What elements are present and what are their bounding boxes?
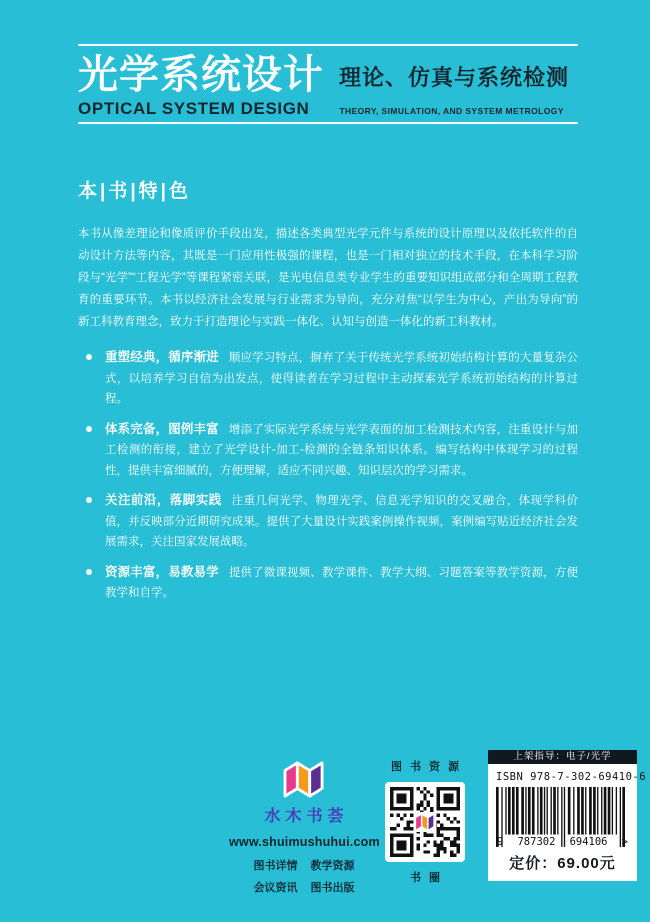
qr-block <box>383 758 467 885</box>
features-intro: 本书从像差理论和像质评价手段出发，描述各类典型光学元件与系统的设计原理以及依托软件的自动设计方法等内容，其既是一门应用性极强的课程，也是一门相对独立的技术手段，在本科学习阶段与“光学”“工程光学”等课程紧密关联，是光电信息类专业学生的重要知识组成部分和全周期工程教育的重要环节。本书以经济社会发展与行业需求为导向，充分对焦“以学生为中心，产出为导向”的新工科教育理念，致力于打造理论与实践一体化、认知与创造一体化的新工科教材。 <box>78 228 578 328</box>
bullet-text: 注重几何光学、物理光学、信息光学知识的交叉融合，体现学科价值，并反映部分近期研究成果。提供了大量设计实践案例操作视频，案例编写贴近经济社会发展需求，关注国家发展战略。 <box>105 495 578 548</box>
feature-bullet <box>78 347 578 410</box>
book-subtitle-cn: 理论、仿真与系统检测 <box>339 65 570 90</box>
barcode-block <box>488 750 647 881</box>
bullet-dot-icon <box>86 497 92 503</box>
qr-heading: 图书资源 <box>391 761 467 773</box>
publisher-block <box>229 760 379 895</box>
publisher-link: 会议资讯 <box>253 882 298 894</box>
feature-bullet <box>78 562 578 604</box>
bullet-title: 关注前沿，落脚实践 <box>105 493 222 507</box>
barcode-digit-group: 787302 <box>517 836 556 848</box>
publisher-book-logo-icon <box>281 760 327 798</box>
features-heading: 本|书|特|色 <box>78 181 191 202</box>
qr-caption: 书圈 <box>410 872 448 884</box>
barcode-digits <box>496 836 629 848</box>
barcode-digit-group: 694106 <box>569 836 608 848</box>
publisher-link: 图书详情 <box>253 860 298 872</box>
publisher-link: 图书出版 <box>310 882 355 894</box>
bullet-dot-icon <box>86 569 92 575</box>
divider-line-bottom <box>78 122 578 124</box>
bullet-dot-icon <box>86 426 92 432</box>
publisher-link: 教学资源 <box>310 860 355 872</box>
bullet-text: 顺应学习特点，摒弃了关于传统光学系统初始结构计算的大量复杂公式，以培养学习自信为出发点，使得读者在学习过程中主动探索光学系统初始结构的计算过程。 <box>105 352 578 405</box>
barcode-digit-group: > <box>621 836 628 848</box>
divider-line-top <box>78 44 578 46</box>
bullet-text: 增添了实际光学系统与光学表面的加工检测技术内容，注重设计与加工检测的衔接，建立了光学设计-加工-检测的全链条知识体系。编写结构中体现学习的过程性，提供丰富细腻的，方便理解，适应不同兴趣、知识层次的学习需求。 <box>105 423 578 477</box>
bullet-dot-icon <box>86 354 92 360</box>
bullet-title: 资源丰富，易教易学 <box>105 564 219 579</box>
feature-bullet <box>78 490 578 553</box>
qr-code <box>385 782 465 862</box>
book-subtitle-en: THEORY, SIMULATION, AND SYSTEM METROLOGY <box>339 106 564 116</box>
features-bullet-list <box>78 347 578 604</box>
publisher-website: www.shuimushuhui.com <box>229 835 380 849</box>
bullet-title: 体系完备，图例丰富 <box>105 421 219 436</box>
publisher-links-row <box>229 857 379 873</box>
shelf-guide-label: 上架指导：电子/光学 <box>488 750 637 764</box>
features-section <box>78 176 578 613</box>
qr-center-logo-icon <box>414 812 436 832</box>
bullet-title: 重塑经典，循序渐进 <box>105 350 219 364</box>
publisher-links-row <box>229 879 379 895</box>
barcode-digit-group: 9 <box>497 836 504 848</box>
barcode-card <box>488 764 647 881</box>
header <box>78 52 588 119</box>
bullet-text: 提供了微课视频、教学课件、教学大纲、习题答案等教学资源，方便教学和自学。 <box>105 566 578 599</box>
feature-bullet <box>78 419 578 482</box>
publisher-name: 水木书荟 <box>264 808 349 825</box>
isbn-text: ISBN 978-7-302-69410-6 <box>496 771 647 783</box>
book-title-cn: 光学系统设计 <box>78 53 324 97</box>
book-title-en: OPTICAL SYSTEM DESIGN <box>78 99 310 118</box>
price-label: 定价：69.00元 <box>509 855 616 872</box>
